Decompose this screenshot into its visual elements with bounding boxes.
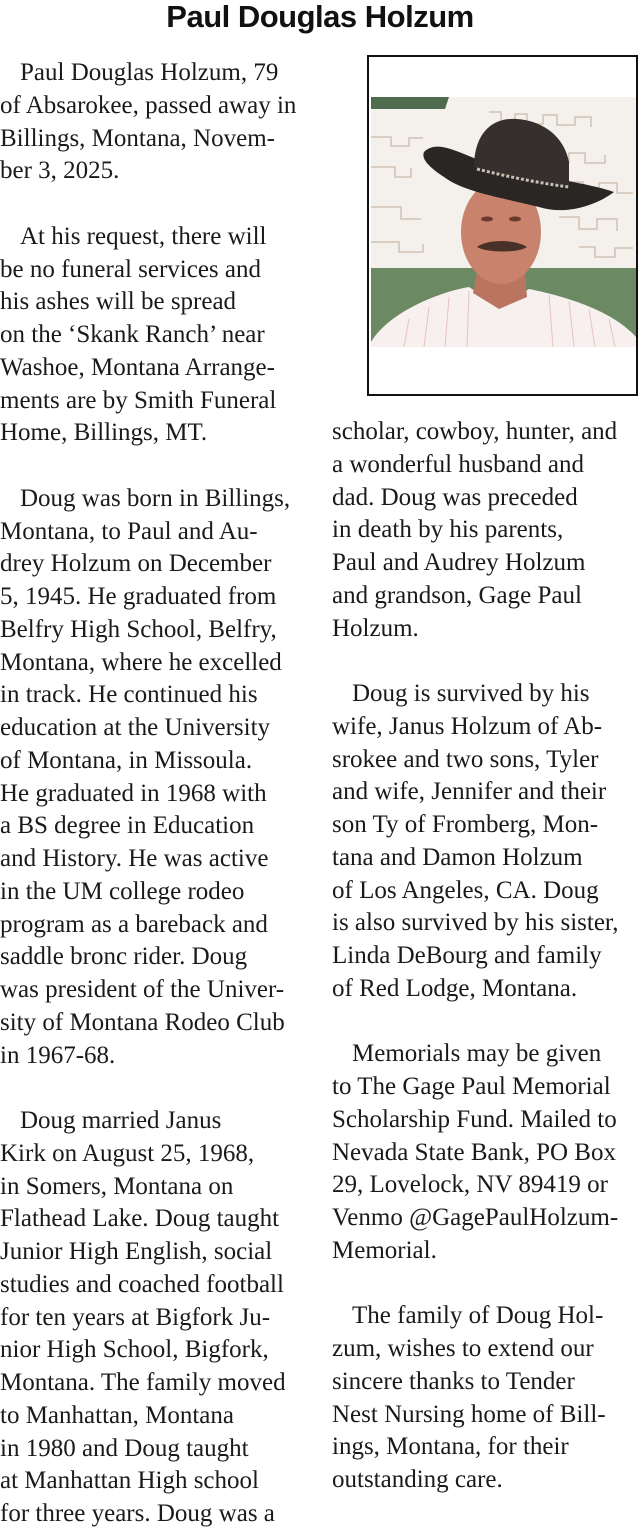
text-line: 29, Lovelock, NV 89419 or	[332, 1171, 608, 1199]
text-line: Paul and Audrey Holzum	[332, 549, 586, 576]
text-line: in Somers, Montana on	[0, 1172, 234, 1200]
text-line: was president of the Univer-	[0, 976, 285, 1003]
text-line: of Los Angeles, CA. Doug	[332, 876, 599, 904]
portrait-photo	[367, 55, 638, 396]
text-line: Montana. The family moved	[0, 1369, 286, 1396]
paragraph-memorials	[332, 1038, 640, 1267]
text-line: Home, Billings, MT.	[0, 419, 208, 447]
text-line: ments are by Smith Funeral	[0, 386, 277, 414]
text-line: in death by his parents,	[332, 516, 564, 544]
text-line: studies and coached football	[0, 1270, 284, 1298]
text-line: Doug was born in Billings,	[20, 484, 291, 512]
text-line: Washoe, Montana Arrange-	[0, 353, 275, 381]
text-line: education at the University	[0, 714, 271, 741]
text-line: zum, wishes to extend our	[332, 1335, 594, 1362]
text-line: Venmo @GagePaulHolzum-	[332, 1204, 619, 1231]
text-line: ings, Montana, for their	[332, 1433, 569, 1461]
text-line: Nest Nursing home of Bill-	[332, 1400, 606, 1428]
text-line: drey Holzum on December	[0, 550, 272, 578]
text-line: Montana, to Paul and Au-	[0, 517, 258, 545]
paragraph-gap	[332, 1006, 640, 1039]
text-line: a BS degree in Education	[0, 812, 255, 840]
paragraph-gap	[0, 188, 330, 221]
text-line: son Ty of Fromberg, Mon-	[332, 811, 599, 838]
text-line: Kirk on August 25, 1968,	[0, 1139, 255, 1167]
text-line: Belfry High School, Belfry,	[0, 615, 277, 643]
text-line: saddle bronc rider. Doug	[0, 943, 248, 971]
text-line: Linda DeBourg and family	[332, 942, 602, 969]
text-line: for ten years at Bigfork Ju-	[0, 1303, 271, 1331]
paragraph-survivors	[332, 678, 640, 1006]
paragraph-arrangements	[0, 221, 330, 450]
text-line: nior High School, Bigfork,	[0, 1336, 269, 1364]
text-line: Billings, Montana, Novem-	[0, 124, 275, 152]
text-line: srokee and two sons, Tyler	[332, 745, 599, 773]
text-line: sincere thanks to Tender	[332, 1367, 575, 1395]
text-line: Memorials may be given	[352, 1040, 602, 1068]
text-line: on the ‘Skank Ranch’ near	[0, 321, 265, 348]
text-line: is also survived by his sister,	[332, 909, 619, 937]
text-line: and History. He was active	[0, 845, 269, 872]
obituary-headline: Paul Douglas Holzum	[166, 0, 474, 34]
text-line: wife, Janus Holzum of Ab-	[332, 712, 603, 740]
paragraph-death-notice	[0, 57, 330, 188]
text-line: Scholarship Fund. Mailed to	[332, 1105, 617, 1133]
text-line: and wife, Jennifer and their	[332, 778, 607, 806]
text-line: in 1980 and Doug taught	[0, 1434, 249, 1462]
text-line: program as a bareback and	[0, 910, 268, 938]
text-line: be no funeral services and	[0, 255, 261, 283]
text-line: in the UM college rodeo	[0, 877, 245, 905]
text-line: for three years. Doug was a	[0, 1500, 275, 1527]
text-line: Doug is survived by his	[352, 680, 590, 707]
text-line: Doug married Janus	[20, 1107, 222, 1134]
text-line: and grandson, Gage Paul	[332, 581, 582, 609]
text-line: tana and Damon Holzum	[332, 843, 583, 871]
text-line: to The Gage Paul Memorial	[332, 1073, 611, 1100]
paragraph-preceded-in-death	[332, 416, 640, 645]
text-line: At his request, there will	[20, 222, 267, 250]
text-line: of Red Lodge, Montana.	[332, 974, 578, 1002]
text-line: Junior High English, social	[0, 1238, 273, 1265]
paragraph-marriage-career	[0, 1105, 330, 1531]
text-line: a wonderful husband and	[332, 450, 585, 478]
text-line: his ashes will be spread	[0, 288, 237, 316]
paragraph-biography	[0, 483, 330, 1073]
text-line: scholar, cowboy, hunter, and	[332, 418, 618, 445]
paragraph-gap	[0, 1072, 330, 1105]
text-line: Nevada State Bank, PO Box	[332, 1138, 616, 1166]
paragraph-gap	[332, 645, 640, 678]
text-line: Memorial.	[332, 1236, 437, 1264]
text-line: of Absarokee, passed away in	[0, 91, 297, 119]
text-line: to Manhattan, Montana	[0, 1401, 234, 1429]
text-line: Montana, where he excelled	[0, 648, 282, 676]
text-line: in track. He continued his	[0, 681, 258, 709]
text-line: Holzum.	[332, 614, 419, 642]
text-line: in 1967-68.	[0, 1041, 116, 1069]
text-line: Paul Douglas Holzum, 79	[20, 59, 279, 86]
text-line: sity of Montana Rodeo Club	[0, 1008, 285, 1036]
text-line: outstanding care.	[332, 1466, 503, 1493]
text-line: The family of Doug Hol-	[352, 1302, 604, 1330]
paragraph-gap	[0, 450, 330, 483]
paragraph-thanks	[332, 1300, 640, 1497]
text-line: dad. Doug was preceded	[332, 483, 578, 511]
text-line: ber 3, 2025.	[0, 157, 120, 185]
text-line: of Montana, in Missoula.	[0, 746, 253, 774]
portrait-image	[369, 57, 636, 394]
left-column	[0, 57, 330, 1531]
text-line: at Manhattan High school	[0, 1467, 259, 1495]
paragraph-gap	[332, 1268, 640, 1301]
text-line: 5, 1945. He graduated from	[0, 583, 277, 610]
text-line: Flathead Lake. Doug taught	[0, 1205, 280, 1233]
right-column	[332, 416, 640, 1497]
text-line: He graduated in 1968 with	[0, 779, 267, 807]
